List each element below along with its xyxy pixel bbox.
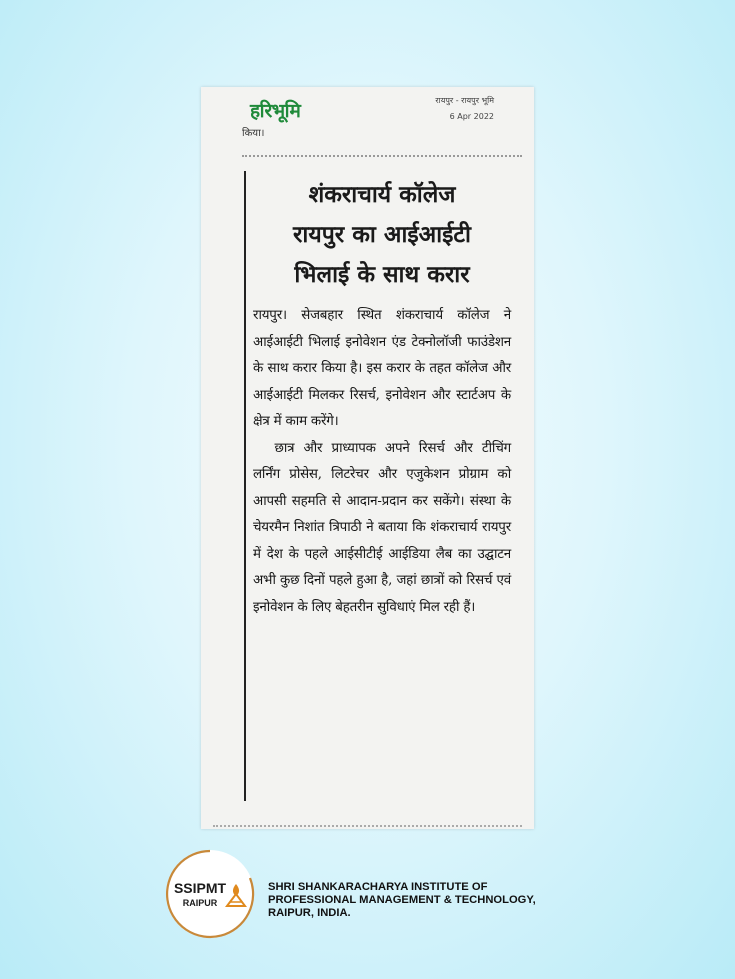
- paragraph: रायपुर। सेजबहार स्थित शंकराचार्य कॉलेज ने आईआईटी भिलाई इनोवेशन एंड टेक्नोलॉजी फाउंडेशन के साथ करार किया है। इस करार के तहत कॉलेज और आईआईटी मिलकर रिसर्च, इनोवेशन और स्टार्टअप के क्षेत्र में काम करेंगे।: [253, 308, 511, 429]
- logo-name: SSIPMT: [173, 880, 227, 896]
- masthead-title: हरिभूमि: [250, 100, 301, 122]
- headline-line: शंकराचार्य कॉलेज: [308, 182, 456, 208]
- institute-name: [268, 881, 578, 920]
- headline-line: रायपुर का आईआईटी: [293, 222, 471, 248]
- masthead-logo: [250, 97, 360, 122]
- date-label: 6 Apr 2022: [449, 112, 494, 121]
- institute-name-line: PROFESSIONAL MANAGEMENT & TECHNOLOGY,: [268, 894, 536, 906]
- previous-article-fragment: किया।: [242, 128, 265, 139]
- newspaper-clipping: [201, 87, 534, 829]
- article-body: [253, 303, 511, 621]
- paragraph: छात्र और प्राध्यापक अपने रिसर्च और टीचिंग लर्निंग प्रोसेस, लिटरेचर और एजुकेशन प्रोग्राम को आपसी सहमति से आदान-प्रदान कर सकेंगे। संस्था के चेयरमैन निशांत त्रिपाठी ने बताया कि शंकराचार्य रायपुर में देश के पहले आईसीटीई आईडिया लैब का उद्घाटन अभी कुछ दिनों पहले हुआ है, जहां छात्रों को रिसर्च एवं इनोवेशन के लिए बेहतरीन सुविधाएं मिल रही हैं।: [253, 440, 511, 615]
- institute-logo: [164, 848, 256, 940]
- edition-label: रायपुर - रायपुर भूमि: [435, 96, 494, 105]
- article: [253, 175, 511, 621]
- dotted-divider: [242, 155, 522, 157]
- headline-line: भिलाई के साथ करार: [294, 262, 470, 288]
- column-rule: [244, 171, 246, 801]
- institute-name-line: SHRI SHANKARACHARYA INSTITUTE OF: [268, 881, 488, 893]
- institute-name-line: RAIPUR, INDIA.: [268, 907, 351, 919]
- institute-footer: [164, 848, 584, 940]
- bottom-divider: [213, 825, 522, 827]
- headline: [253, 175, 511, 295]
- logo-city: RAIPUR: [182, 898, 218, 908]
